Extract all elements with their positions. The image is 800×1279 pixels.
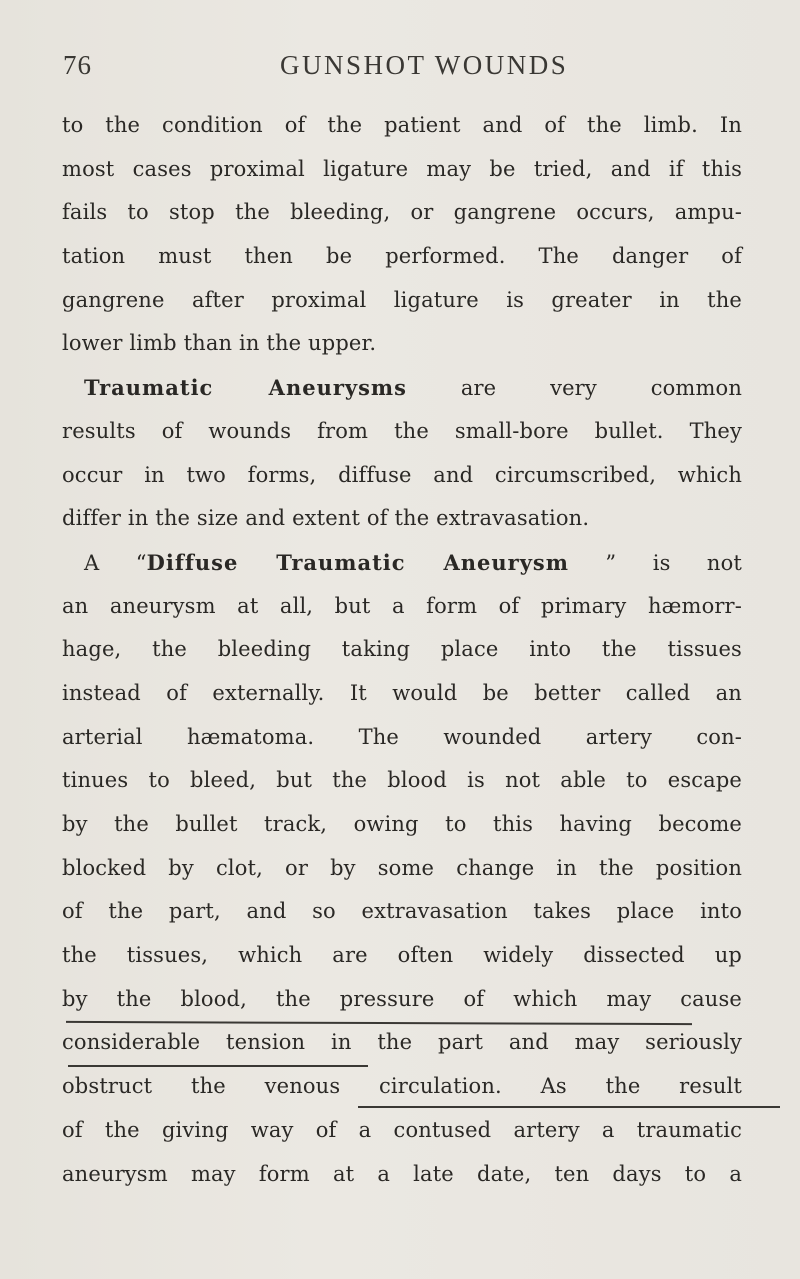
pencil-underline [68, 1065, 368, 1067]
text-line: the tissues, which are often widely dissected up [62, 943, 742, 968]
text-line: by the bullet track, owing to this having become [62, 812, 742, 836]
section-term: Traumatic Aneurysms [84, 375, 407, 401]
text-line: of the giving way of a contused artery a traumatic [62, 1117, 742, 1142]
text-line: an aneurysm at all, but a form of primary hæmorr- [62, 593, 742, 618]
body-text [62, 104, 742, 1196]
page-header [0, 50, 800, 90]
text-line: hage, the bleeding taking place into the tissues [62, 637, 742, 662]
text-run: are very common [460, 376, 742, 401]
text-line: occur in two forms, diffuse and circumscribed, which [62, 462, 742, 487]
text-line: lower limb than in the upper. [62, 331, 377, 356]
text-line: tinues to bleed, but the blood is not able to escape [62, 768, 742, 793]
text-line: by the blood, the pressure of which may cause [62, 986, 742, 1011]
paragraph-first-line [62, 541, 742, 585]
section-term: Diffuse Traumatic Aneurysm [146, 549, 569, 575]
text-line: of the part, and so extravasation takes place into [62, 899, 742, 924]
text-line: to the condition of the patient and of the limb. In [62, 113, 742, 137]
running-head: GUNSHOT WOUNDS [280, 50, 569, 80]
text-line: considerable tension in the part and may seriously [62, 1030, 742, 1055]
text-run: A “ [84, 550, 147, 575]
text-line: aneurysm may form at a late date, ten days to a [62, 1161, 742, 1186]
text-line: differ in the size and extent of the extravasation. [62, 506, 590, 531]
text-line: instead of externally. It would be better called an [62, 680, 742, 705]
text-line: results of wounds from the small-bore bullet. They [62, 418, 742, 443]
text-line: obstruct the venous circulation. As the result [62, 1074, 742, 1099]
text-line: gangrene after proximal ligature is greater in the [62, 287, 742, 312]
text-line: most cases proximal ligature may be tried, and if this [62, 156, 742, 181]
pencil-underline [358, 1106, 780, 1108]
text-line: tation must then be performed. The danger of [62, 244, 742, 269]
text-line: fails to stop the bleeding, or gangrene occurs, ampu- [62, 200, 742, 225]
text-line: arterial hæmatoma. The wounded artery con- [62, 724, 742, 749]
paragraph-first-line [62, 366, 742, 410]
text-line: blocked by clot, or by some change in the position [62, 855, 742, 880]
text-run: ” is not [605, 550, 742, 575]
page-number: 76 [63, 50, 92, 80]
